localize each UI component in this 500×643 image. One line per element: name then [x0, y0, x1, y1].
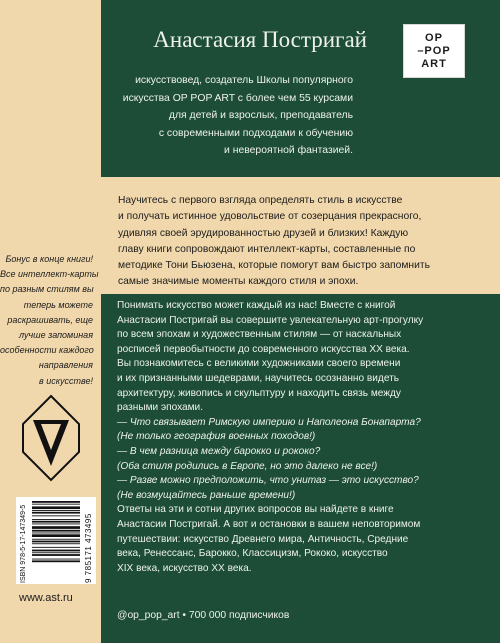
barcode-bar [32, 560, 80, 562]
intro-text [118, 193, 483, 291]
barcode-bar [32, 506, 80, 509]
publisher-v-emblem [21, 394, 81, 482]
body-line: и их признанными шедеврами, научитесь осознанно видеть [117, 372, 399, 384]
body-line: разными эпохами. [117, 402, 203, 414]
barcode-bar [32, 524, 80, 525]
intro-line: главу книги сопровождают интеллект-карты, составленные по [118, 243, 416, 255]
bio-line: для детей и взрослых, преподаватель [168, 110, 353, 122]
bonus-line: в искусстве! [39, 375, 93, 386]
barcode-bar [32, 547, 80, 548]
barcode-bar [32, 530, 80, 532]
barcode-bar [32, 519, 80, 520]
bio-line: искусствовед, создатель Школы популярного [135, 75, 353, 86]
barcode-bar [32, 515, 80, 516]
barcode-bar [32, 541, 80, 543]
isbn-text: ISBN 978-5-17-147349-5 [20, 504, 27, 583]
barcode-bar [32, 539, 80, 540]
barcode-bar [32, 543, 80, 544]
barcode-bar [32, 510, 80, 511]
intro-line: удивляя своей эрудированностью друзей и близких! Каждую [118, 227, 409, 239]
body-line: Понимать искусство может каждый из нас! Вместе с книгой [117, 300, 396, 311]
body-line: Анастасии Постригай. А вот и остановки в вашем неповторимом [117, 518, 421, 530]
intro-line: и получать истинное удовольствие от созерцания прекрасного, [118, 211, 422, 223]
barcode-bar [32, 559, 80, 560]
bonus-line: Бонус в конце книги! [5, 254, 93, 264]
barcode-number: 9 785171 473495 [84, 513, 93, 583]
logo-line: OP [425, 31, 443, 44]
barcode-bar [32, 550, 80, 552]
body-line: Ответы на эти и сотни других вопросов вы найдете в книге [117, 504, 394, 516]
barcode-bar [32, 504, 80, 505]
op-pop-art-logo [403, 24, 465, 78]
barcode-bars [32, 501, 80, 580]
intro-line: Научитесь с первого взгляда определять стиль в искусстве [118, 195, 403, 206]
question-line: — Что связывает Римскую империю и Наполеона Бонапарта? [117, 416, 421, 428]
bonus-line: Все интеллект-карты [0, 269, 99, 280]
logo-line: ART [421, 57, 447, 70]
bonus-line: особенности каждого [0, 345, 94, 356]
bonus-note [0, 252, 99, 389]
bonus-line: направления [38, 360, 93, 371]
barcode-bar [32, 533, 80, 534]
bonus-line: раскрашивать, еще [7, 314, 93, 325]
bio-line: искусства OP POP ART с более чем 55 курсами [122, 92, 353, 104]
social-handle: @op_pop_art • 700 000 подписчиков [117, 610, 290, 621]
barcode-bar [32, 521, 80, 523]
question-line: — Разве можно предположить, что унитаз — это искусство? [117, 475, 419, 487]
body-line: века, Ренессанс, Барокко, Классицизм, Рококо, искусство [117, 548, 388, 560]
answer-line: (Не возмущайтесь раньше времени!) [117, 489, 296, 501]
isbn-barcode [16, 497, 96, 584]
bio-line: и невероятной фантазией. [224, 145, 353, 157]
question-line: — В чем разница между барокко и рококо? [117, 445, 321, 457]
body-line: архитектуру, живопись и скульптуру и находить связь между [117, 387, 401, 399]
author-name: Анастасия Постригай [153, 27, 367, 52]
description-panel [101, 294, 500, 643]
bonus-line: по разным стилям вы [0, 284, 94, 295]
logo-line: –POP [417, 44, 451, 57]
barcode-bar [32, 552, 80, 553]
barcode-digits [84, 497, 95, 584]
bonus-line: лучше запоминая [19, 330, 93, 341]
answer-line: (Оба стиля родились в Европе, но это далеко не все!) [117, 460, 378, 472]
intro-line: самые значимые моменты каждого стиля и эпохи. [118, 276, 359, 288]
description-text [117, 299, 493, 576]
body-line: Вы познакомитесь с великими художниками своего времени [117, 358, 401, 370]
bonus-line: теперь можете [23, 299, 93, 310]
isbn-label [20, 497, 29, 584]
barcode-bar [32, 512, 80, 514]
body-line: XIX века, искусство XX века. [117, 562, 252, 574]
author-bio [101, 72, 353, 160]
body-line: по всем эпохам и художественным стилям — от наскальных [117, 329, 402, 341]
body-line: путешествии: искусство Древнего мира, Античность, Средние [117, 533, 409, 545]
body-line: Анастасии Постригай вы совершите увлекательную арт-прогулку [117, 314, 424, 326]
intro-line: методике Тони Бьюзена, которые помогут вам быстро запомнить [118, 260, 430, 272]
answer-line: (Не только география военных походов!) [117, 431, 316, 443]
bio-line: с современными подходами к обучению [158, 127, 353, 139]
barcode-bar [32, 526, 80, 529]
barcode-bar [32, 554, 80, 556]
barcode-bar [32, 534, 80, 537]
barcode-bar [32, 501, 80, 503]
publisher-website[interactable]: www.ast.ru [19, 592, 73, 604]
body-line: росписей первобытности до современного искусства XX века. [117, 343, 410, 355]
